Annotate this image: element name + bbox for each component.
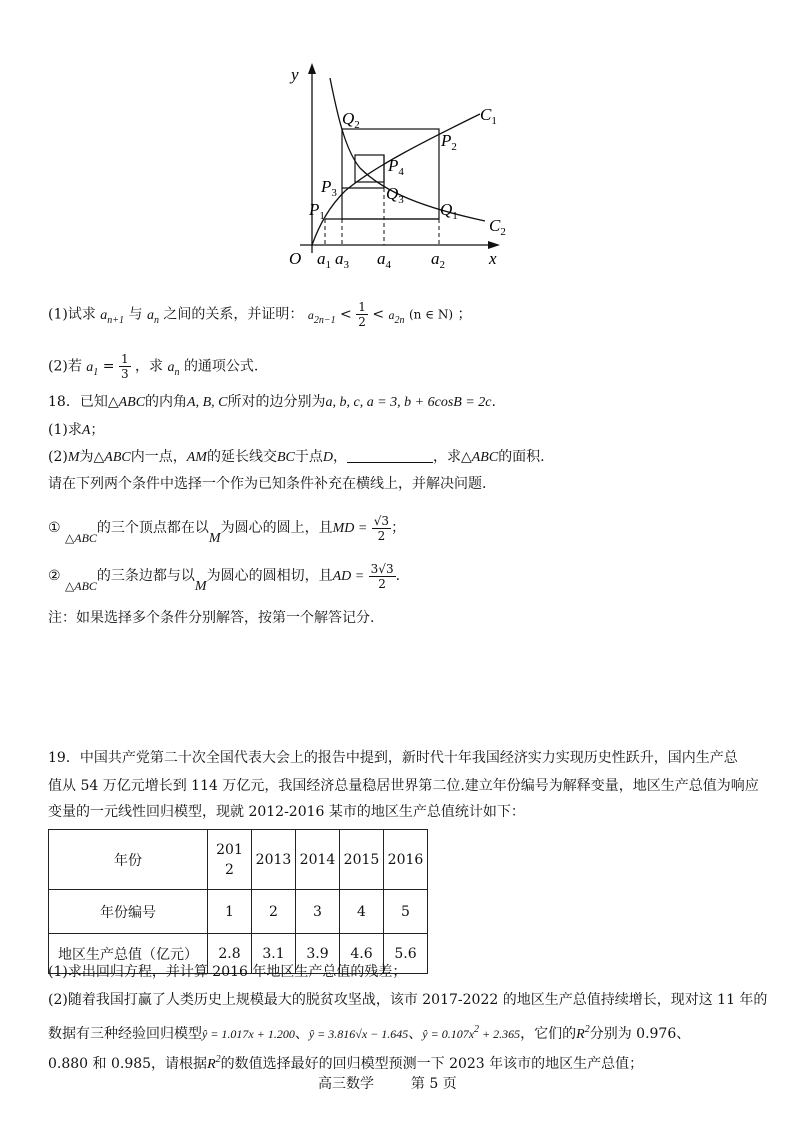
table-cell: 4	[340, 890, 384, 934]
q18-c1-fraction: $\frac{√3}{2}$	[373, 513, 390, 543]
label-a4: $a_4$	[377, 249, 391, 271]
q18-p2-g: ，求	[432, 449, 461, 465]
q17-p1-end: ；	[457, 306, 472, 323]
q19-part2-line2	[48, 1020, 690, 1045]
q18-p2-c: 内一点，	[130, 449, 187, 465]
q17-part2	[48, 352, 258, 383]
q18-p2-e: 于点	[294, 449, 323, 465]
q19-line2: 值从 54 万亿元增长到 114 万亿元，我国经济总量稳居世界第二位.建立年份编号为解释变量，地区生产总值为响应	[48, 778, 759, 794]
label-x: x	[489, 249, 497, 268]
curve-figure	[275, 58, 535, 273]
footer-subject: 高三数学	[318, 1076, 374, 1092]
q17-half-fraction: $\frac{1}{2}$	[358, 300, 366, 329]
q18-stem	[48, 392, 496, 413]
q17-ineq-right: $a_{2n}$	[388, 307, 405, 326]
label-q2: $Q_2$	[342, 109, 360, 131]
table-row3-label: 地区生产总值（亿元）	[49, 934, 208, 974]
table-cell: 3.9	[296, 934, 340, 974]
q19-p2-l3-b: 的数值选择最好的回归模型预测一下 2023 年该市的地区生产总值；	[220, 1056, 644, 1072]
q18-c2-b: 为圆心的圆相切，且	[206, 568, 333, 584]
q18-text-end: .	[491, 394, 496, 410]
q19-p2-l3-a: 0.880 和 0.985，请根据	[48, 1056, 208, 1072]
q18-part2	[48, 447, 545, 468]
q18-p1-end: ；	[90, 422, 105, 438]
q18-p2-am: AM	[186, 450, 207, 465]
label-q3: $Q_3$	[386, 184, 404, 206]
table-cell: 2.8	[208, 934, 252, 974]
q18-p2-m: M	[67, 450, 80, 465]
q18-c2-fraction: $\frac{3√3}{2}$	[370, 561, 394, 591]
q18-condition-2	[48, 556, 400, 607]
q19-sep2: 、	[408, 1026, 423, 1042]
q19-part2-line1: (2)随着我国打赢了人类历史上规模最大的脱贫攻坚战，该市 2017-2022 的地区生产总值持续增长，现对这 11 年的	[48, 992, 768, 1008]
q19-p2-l2-c: 分别为 0.976、	[589, 1026, 691, 1042]
inner-square	[355, 155, 384, 182]
q19-line1: 19．中国共产党第二十次全国代表大会上的报告中提到，新时代十年我国经济实力实现历史性跃升，国内生产总	[48, 750, 738, 766]
q18-p2-h: 的面积.	[498, 449, 545, 465]
x-axis-arrow	[488, 241, 500, 249]
table-row	[49, 890, 428, 934]
q19-model-2: ŷ = 3.816√x − 1.645	[308, 1027, 409, 1041]
q17-p1-text-b: 与	[128, 306, 143, 323]
table-cell: 3.1	[252, 934, 296, 974]
table-row	[49, 830, 428, 890]
q18-c1-mark: ①	[48, 520, 61, 536]
q17-an2: $a_n$	[167, 359, 180, 378]
q19-line3: 变量的一元线性回归模型，现就 2012-2016 某市的地区生产总值统计如下：	[48, 804, 525, 820]
q19-model-1: ŷ = 1.017x + 1.200	[202, 1027, 295, 1041]
q18-c1-eq: MD =	[332, 521, 368, 536]
table-year-2015: 2015	[340, 830, 384, 890]
label-p2: $P_2$	[441, 131, 457, 153]
table-cell: 4.6	[340, 934, 384, 974]
table-header-label: 年份	[49, 830, 208, 890]
q18-p2-a: (2)	[48, 449, 68, 465]
label-c2: $C_2$	[489, 216, 506, 238]
q19-part1: (1)求出回归方程，并计算 2016 年地区生产总值的残差；	[48, 964, 407, 980]
q18-p2-f: ，	[332, 449, 347, 465]
q18-text-c: 所对的边分别为	[227, 394, 326, 410]
q17-ineq-left: $a_{2n-1}$	[307, 307, 336, 326]
table-cell: 5.6	[384, 934, 428, 974]
q17-p1-text-a: (1)试求	[48, 306, 96, 323]
q18-c2-mark: ②	[48, 568, 61, 584]
q17-a1: $a_1$	[86, 359, 99, 378]
q18-c2-tri: △ABC	[65, 579, 97, 593]
q18-condition-1	[48, 508, 405, 559]
label-y: y	[291, 65, 299, 84]
q17-p2-text-c: 的通项公式.	[183, 358, 259, 375]
q18-c1-b: 为圆心的圆上，且	[220, 520, 333, 536]
q18-angles: A, B, C	[187, 395, 228, 410]
table-year-2012: 201 2	[208, 830, 252, 890]
q17-p2-text-a: (2)若	[48, 358, 82, 375]
q18-p2-bc: BC	[276, 450, 295, 465]
label-q1: $Q_1$	[440, 200, 458, 222]
q18-p2-tri: △ABC	[93, 450, 131, 465]
q19-p2-l2-b: ，它们的	[520, 1026, 577, 1042]
q19-p2-l2-a: 数据有三种经验回归模型	[48, 1026, 202, 1042]
q18-text-b: 的内角	[145, 394, 188, 410]
label-p4: $P_4$	[388, 156, 404, 178]
q18-part1	[48, 420, 104, 441]
footer-page-number: 第 5 页	[410, 1076, 457, 1092]
table-row2-label: 年份编号	[49, 890, 208, 934]
footer	[318, 1074, 457, 1094]
q18-sides: a, b, c, a = 3, b + 6cosB = 2c	[325, 395, 492, 410]
q18-c2-a: 的三条边都与以	[96, 568, 195, 584]
q18-p1-text: (1)求	[48, 422, 82, 438]
q19-r2: $R^2$	[576, 1024, 590, 1042]
q17-lt2: <	[367, 306, 389, 323]
label-a2: $a_2$	[431, 249, 445, 271]
label-p3: $P_3$	[321, 177, 337, 199]
label-c1: $C_1$	[480, 105, 497, 127]
q17-eq: =	[98, 358, 119, 375]
q18-instruction: 请在下列两个条件中选择一个作为已知条件补充在横线上，并解决问题.	[48, 476, 487, 492]
q18-note: 注：如果选择多个条件分别解答，按第一个解答记分.	[48, 610, 375, 626]
table-year-2014: 2014	[296, 830, 340, 890]
gdp-table	[48, 829, 428, 974]
y-axis-arrow	[308, 63, 316, 74]
table-year-2016: 2016	[384, 830, 428, 890]
q18-p1-a: A	[81, 423, 91, 438]
q19-r2-b: $R^2$	[207, 1054, 221, 1072]
q18-c2-m: M	[194, 579, 207, 594]
q17-p2-text-b: ，求	[135, 358, 164, 375]
q19-part2-line3	[48, 1050, 643, 1075]
label-a1: $a_1$	[317, 249, 331, 271]
table-cell: 5	[384, 890, 428, 934]
q17-an: $a_n$	[146, 307, 159, 326]
curve-c2	[330, 78, 485, 221]
q18-c1-tri: △ABC	[65, 531, 97, 545]
q18-text-a: 18．已知	[48, 394, 108, 410]
q18-p2-tri2: △ABC	[460, 450, 499, 465]
q18-c1-m: M	[208, 531, 221, 546]
q18-triangle: △ABC	[107, 395, 146, 410]
q17-cond: (n ∈ N)	[408, 307, 454, 322]
q18-c1-end: ；	[391, 520, 406, 536]
q19-sep1: 、	[294, 1026, 309, 1042]
curve-c1	[312, 114, 480, 245]
label-origin: O	[289, 249, 302, 268]
q18-p2-b: 为	[79, 449, 94, 465]
table-year-2013: 2013	[252, 830, 296, 890]
q18-c2-end: .	[395, 568, 401, 584]
label-p1: $P_1$	[309, 200, 325, 222]
q17-part1	[48, 300, 472, 331]
q18-p2-d: 的延长线交	[206, 449, 277, 465]
table-cell: 2	[252, 890, 296, 934]
q17-p1-text-c: 之间的关系，并证明：	[163, 306, 304, 323]
q19-model-3: ŷ = $0.107x^2 + 2.365$	[422, 1024, 521, 1041]
q17-an1: $a_{n+1}$	[100, 307, 125, 326]
q17-third-fraction: $\frac{1}{3}$	[120, 352, 129, 381]
q18-c2-eq: AD =	[332, 569, 365, 584]
q18-p2-dpoint: D	[322, 450, 333, 465]
q18-c1-a: 的三个顶点都在以	[96, 520, 209, 536]
q17-lt1: <	[335, 306, 357, 323]
table-cell: 3	[296, 890, 340, 934]
label-a3: $a_3$	[335, 249, 349, 271]
q18-answer-blank[interactable]	[347, 448, 433, 463]
table-cell: 1	[208, 890, 252, 934]
